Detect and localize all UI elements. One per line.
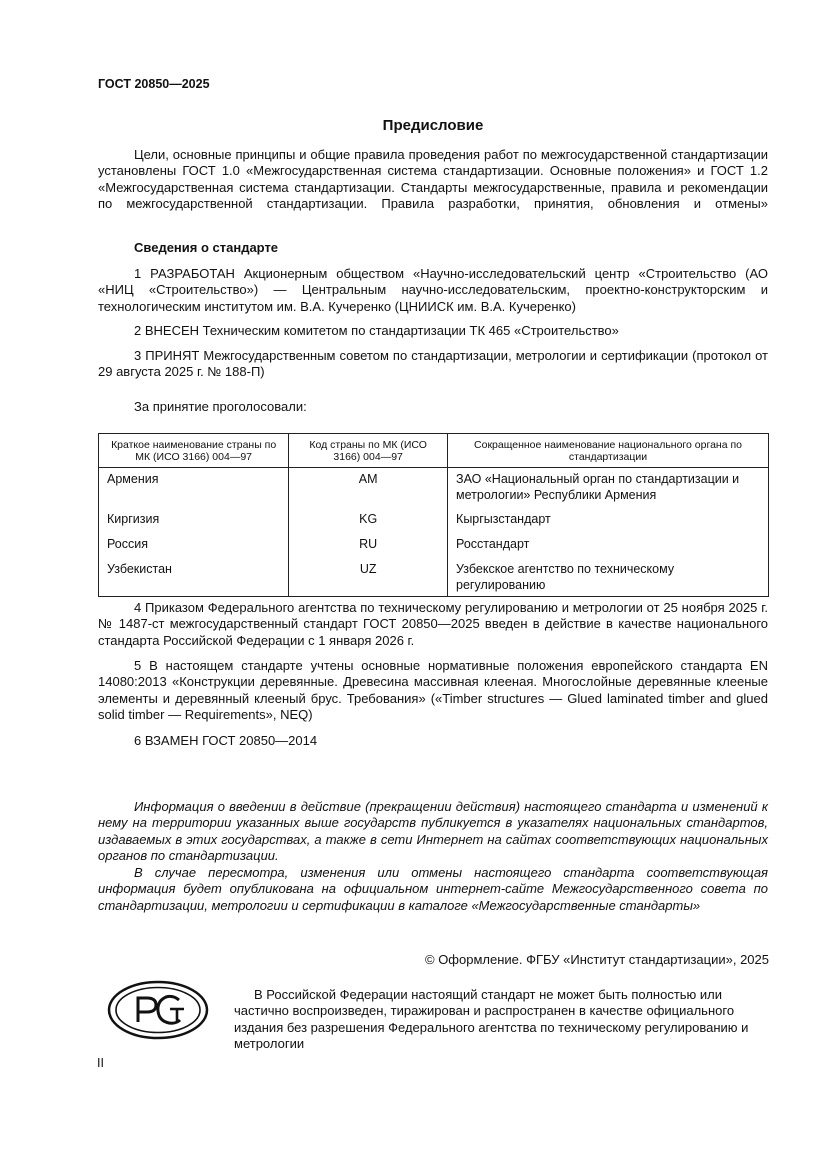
info-notice-introduction: Информация о введении в действие (прекращении действия) настоящего стандарта и изменений к нему на территории указанных выше государств публикуется в указателях национальных стандартов, издаваемых в этих государствах, а также в сети Интернет на сайтах соответствующих национальных органов по стандартизации. bbox=[98, 799, 768, 864]
copyright-line: © Оформление. ФГБУ «Институт стандартизации», 2025 bbox=[425, 952, 769, 967]
item-developed: 1 РАЗРАБОТАН Акционерным обществом «Научно-исследовательский центр «Строительство (АО «НИЦ «Строительство») — Центральным научно-исследовательским, проектно-конструкторским и технологическим институтом им. В.А. Кучеренко (ЦНИИСК им. В.А. Кучеренко) bbox=[98, 266, 768, 314]
table-row bbox=[99, 533, 769, 558]
code-cell: UZ bbox=[289, 558, 448, 597]
item-replaces: 6 ВЗАМЕН ГОСТ 20850—2014 bbox=[134, 733, 318, 748]
body-cell: Кыргызстандарт bbox=[448, 508, 769, 533]
info-notice-revision: В случае пересмотра, изменения или отмены настоящего стандарта соответствующая информация будет опубликована на официальном интернет-сайте Межгосударственного совета по стандартизации, метрологии и сертификации в каталоге «Межгосударственные стандарты» bbox=[98, 865, 768, 913]
column-header-country: Краткое наименование страны по МК (ИСО 3166) 004—97 bbox=[99, 434, 289, 468]
table-row bbox=[99, 468, 769, 509]
item-order: 4 Приказом Федерального агентства по техническому регулированию и метрологии от 25 ноября 2025 г. № 1487-ст межгосударственный стандарт ГОСТ 20850—2025 введен в действие в качестве национального стандарта Российской Федерации с 1 января 2026 г. bbox=[98, 600, 768, 648]
country-cell: Киргизия bbox=[99, 508, 289, 533]
table-row bbox=[99, 558, 769, 597]
item-introduced: 2 ВНЕСЕН Техническим комитетом по стандартизации ТК 465 «Строительство» bbox=[134, 323, 619, 338]
voting-countries-table bbox=[98, 433, 769, 597]
rst-certification-icon bbox=[107, 980, 209, 1040]
document-header: ГОСТ 20850—2025 bbox=[98, 77, 210, 91]
column-header-code: Код страны по МК (ИСО 3166) 004—97 bbox=[289, 434, 448, 468]
table-row bbox=[99, 508, 769, 533]
item-european-standard: 5 В настоящем стандарте учтены основные нормативные положения европейского стандарта EN 14080:2013 «Конструкции деревянные. Древесина массивная клееная. Многослойные деревянные клееные элементы и деревянный клееный брус. Требования» («Timber structures — Glued laminated timber and glued solid timber — Requirements», NEQ) bbox=[98, 658, 768, 723]
page-number: II bbox=[97, 1056, 104, 1070]
column-header-body: Сокращенное наименование национального органа по стандартизации bbox=[448, 434, 769, 468]
country-cell: Армения bbox=[99, 468, 289, 509]
table-header-row bbox=[99, 434, 769, 468]
country-cell: Узбекистан bbox=[99, 558, 289, 597]
intro-paragraph: Цели, основные принципы и общие правила проведения работ по межгосударственной стандартизации установлены ГОСТ 1.0 «Межгосударственная система стандартизации. Основные положения» и ГОСТ 1.2 «Межгосударственная система стандартизации. Стандарты межгосударственные, правила и рекомендации по межгосударственной стандартизации. Правила разработки, принятия, обновления и отмены» bbox=[98, 147, 768, 212]
rst-logo bbox=[107, 980, 209, 1045]
body-cell: ЗАО «Национальный орган по стандартизации и метрологии» Республики Армения bbox=[448, 468, 769, 509]
code-cell: KG bbox=[289, 508, 448, 533]
reproduction-notice: В Российской Федерации настоящий стандарт не может быть полностью или частично воспроизведен, тиражирован и распространен в качестве официального издания без разрешения Федерального агентства по техническому регулированию и метрологии bbox=[234, 987, 749, 1052]
country-cell: Россия bbox=[99, 533, 289, 558]
code-cell: RU bbox=[289, 533, 448, 558]
voted-label: За принятие проголосовали: bbox=[134, 399, 307, 414]
page-title: Предисловие bbox=[382, 117, 484, 134]
body-cell: Росстандарт bbox=[448, 533, 769, 558]
body-cell: Узбекское агентство по техническому регулированию bbox=[448, 558, 769, 597]
code-cell: AM bbox=[289, 468, 448, 509]
standard-info-heading: Сведения о стандарте bbox=[134, 240, 279, 255]
item-adopted: 3 ПРИНЯТ Межгосударственным советом по стандартизации, метрологии и сертификации (протокол от 29 августа 2025 г. № 188-П) bbox=[98, 348, 768, 380]
